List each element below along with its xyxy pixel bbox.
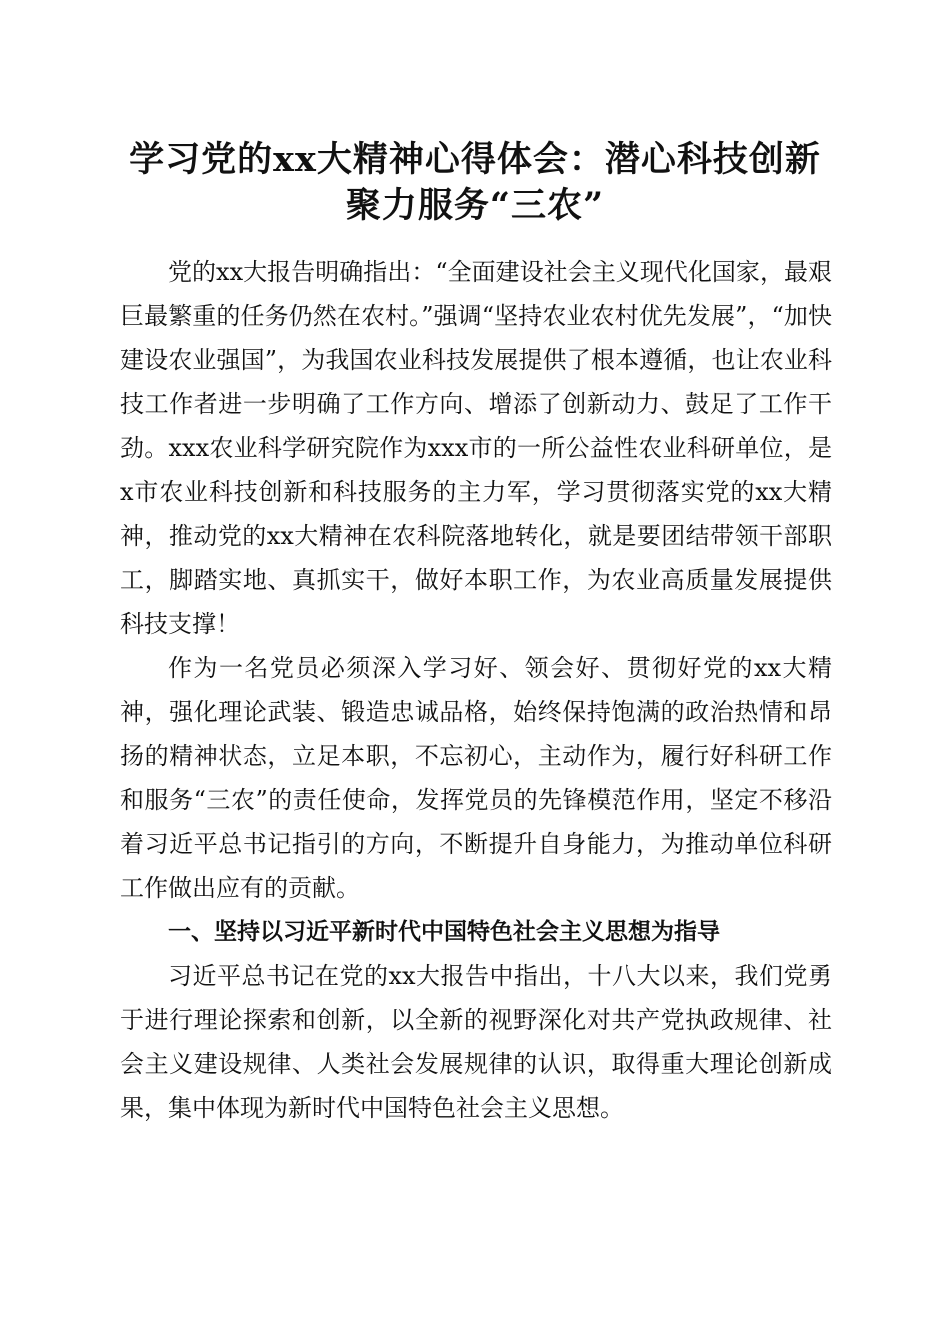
section-1-heading: 一、坚持以习近平新时代中国特色社会主义思想为指导	[168, 919, 720, 945]
document-title-line-2: 聚力服务“三农”	[345, 185, 605, 226]
document-title-line-1: 学习党的xx大精神心得体会：潜心科技创新	[129, 139, 821, 180]
document-body	[120, 250, 832, 1130]
paragraph-1: 党的xx大报告明确指出：“全面建设社会主义现代化国家，最艰巨最繁重的任务仍然在农村。”强调“坚持农业农村优先发展”，“加快建设农业强国”，为我国农业科技发展提供了根本遵循，也让农业科技工作者进一步明确了工作方向、增添了创新动力、鼓足了工作干劲。xxx农业科学研究院作为xxx市的一所公益性农业科研单位，是x市农业科技创新和科技服务的主力军，学习贯彻落实党的xx大精神，推动党的xx大精神在农科院落地转化，就是要团结带领干部职工，脚踏实地、真抓实干，做好本职工作，为农业高质量发展提供科技支撑！	[120, 258, 832, 638]
section-1-paragraph: 习近平总书记在党的xx大报告中指出，十八大以来，我们党勇于进行理论探索和创新，以全新的视野深化对共产党执政规律、社会主义建设规律、人类社会发展规律的认识，取得重大理论创新成果，集中体现为新时代中国特色社会主义思想。	[120, 962, 832, 1122]
paragraph-2: 作为一名党员必须深入学习好、领会好、贯彻好党的xx大精神，强化理论武装、锻造忠诚品格，始终保持饱满的政治热情和昂扬的精神状态，立足本职，不忘初心，主动作为，履行好科研工作和服务“三农”的责任使命，发挥党员的先锋模范作用，坚定不移沿着习近平总书记指引的方向，不断提升自身能力，为推动单位科研工作做出应有的贡献。	[120, 654, 832, 902]
